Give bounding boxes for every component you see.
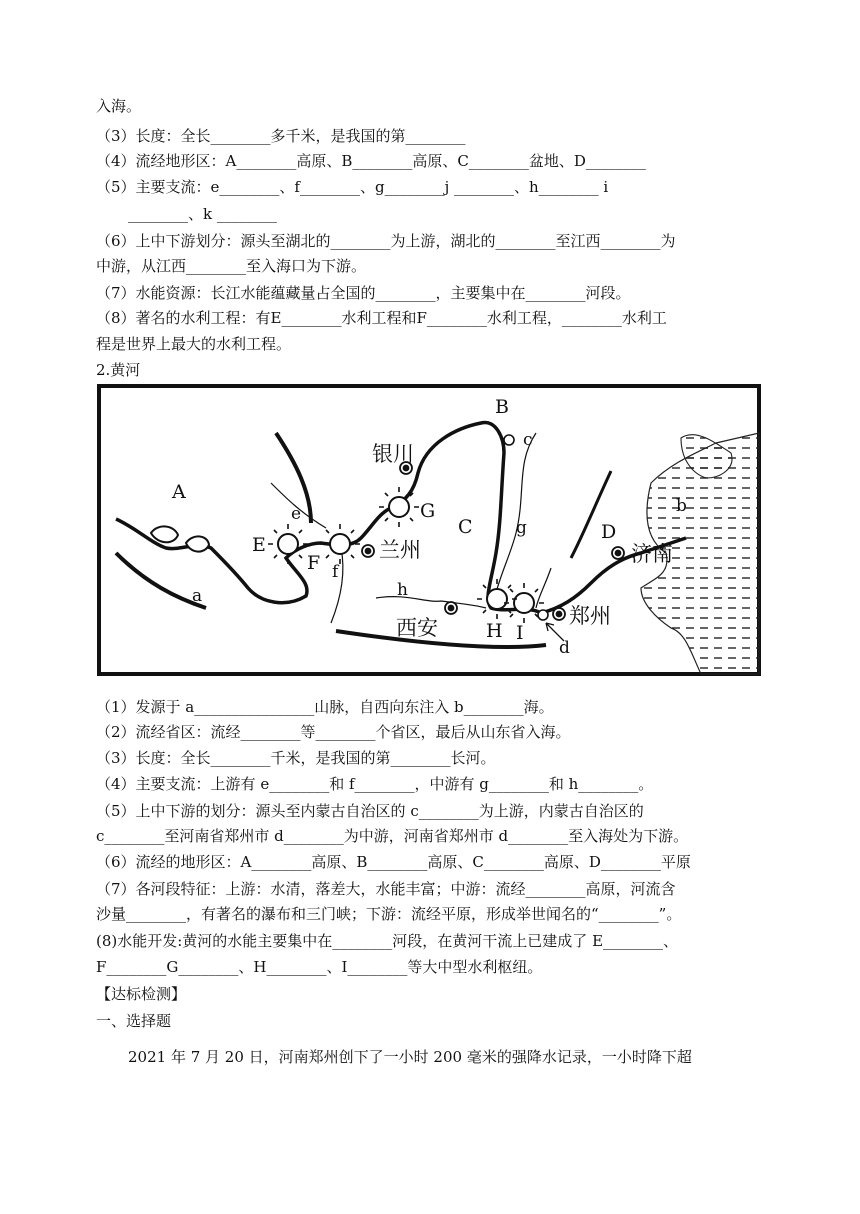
point-d-marker [538,610,548,620]
section-title: 【达标检测】 [96,985,187,1003]
yellow-q6: （6）流经的地形区：A________高原、B________高原、C________高原、D________平原 [96,853,691,871]
section-subtitle: 一、选择题 [96,1012,172,1030]
city-zhengzhou: 郑州 [569,604,611,628]
yangtze-q3: （3）长度：全长________多千米，是我国的第________ [96,127,466,145]
yangtze-q6-line1: （6）上中下游划分：源头至湖北的________为上游，湖北的________至江西________为 [96,232,676,250]
yellow-river-map [96,383,762,677]
yellow-river-heading: 2.黄河 [96,361,141,379]
yellow-q8-line2: F________G________、H________、I________等大中型水利枢纽。 [96,958,543,976]
map-label-e: e [291,504,302,524]
map-label-b: b [676,496,687,516]
map-label-a: a [192,586,203,606]
map-label-B: B [495,396,509,418]
map-label-h: h [397,580,408,600]
dam-G-marker [389,497,409,517]
city-lanzhou: 兰州 [379,538,421,562]
map-label-A: A [172,481,186,503]
yellow-q1: （1）发源于 a________________山脉，自西向东注入 b________海。 [96,698,554,716]
map-label-I: I [516,622,524,644]
dam-F-marker [330,534,350,554]
map-label-c: c [523,430,533,450]
yellow-q3: （3）长度：全长________千米，是我国的第________长河。 [96,749,496,767]
city-xian: 西安 [396,616,438,640]
map-label-f: f [332,562,339,582]
yangtze-q5-line1: （5）主要支流：e________、f________、g________j ________、h________ i [96,178,609,196]
yellow-q7-line2: 沙量________，有著名的瀑布和三门峡；下游：流经平原，形成举世闻名的“________”。 [96,905,682,923]
yellow-q7-line1: （7）各河段特征：上游：水清，落差大，水能丰富；中游：流经________高原，河流含 [96,880,676,898]
map-label-g: g [516,518,527,538]
map-label-d: d [559,638,570,658]
map-label-G: G [420,500,436,522]
map-label-H: H [486,620,503,642]
dam-H-marker [487,589,507,609]
lake [186,536,209,551]
yellow-q8-line1: (8)水能开发:黄河的水能主要集中在________河段，在黄河干流上已建成了 E________、 [96,932,679,950]
map-label-E: E [252,534,266,556]
map-label-C: C [458,516,473,538]
yellow-q2: （2）流经省区：流经________等________个省区，最后从山东省入海。 [96,723,571,741]
yangtze-q4: （4）流经地形区：A________高原、B________高原、C________盆地、D________ [96,152,646,170]
yangtze-q8-line2: 程是世界上最大的水利工程。 [96,335,292,353]
yangtze-q5-line2: ________、k ________ [128,205,277,223]
point-c-marker [504,435,514,445]
map-label-F: F [307,552,321,574]
map-label-D: D [601,521,617,543]
yellow-q5-line2: c________至河南省郑州市 d________为中游，河南省郑州市 d________至入海处为下游。 [96,827,689,845]
dam-E-marker [278,534,298,554]
city-yinchuan: 银川 [372,442,414,466]
yellow-q5-line1: （5）上中下游的划分：源头至内蒙古自治区的 c________为上游，内蒙古自治区的 [96,802,644,820]
yellow-q4: （4）主要支流：上游有 e________和 f________，中游有 g________和 h________。 [96,775,654,793]
yangtze-intro-tail: 入海。 [96,97,142,115]
dam-I-marker [514,593,534,613]
city-jinan: 济南 [631,542,673,566]
section-paragraph: 2021 年 7 月 20 日，河南郑州创下了一小时 200 毫米的强降水记录，一小时降下超 [128,1048,692,1066]
yangtze-q8-line1: （8）著名的水利工程：有E________水利工程和F________水利工程，________水利工 [96,309,667,327]
yangtze-q7: （7）水能资源：长江水能蕴藏量占全国的________，主要集中在________河段。 [96,284,631,302]
yangtze-q6-line2: 中游，从江西________至入海口为下游。 [96,257,367,275]
